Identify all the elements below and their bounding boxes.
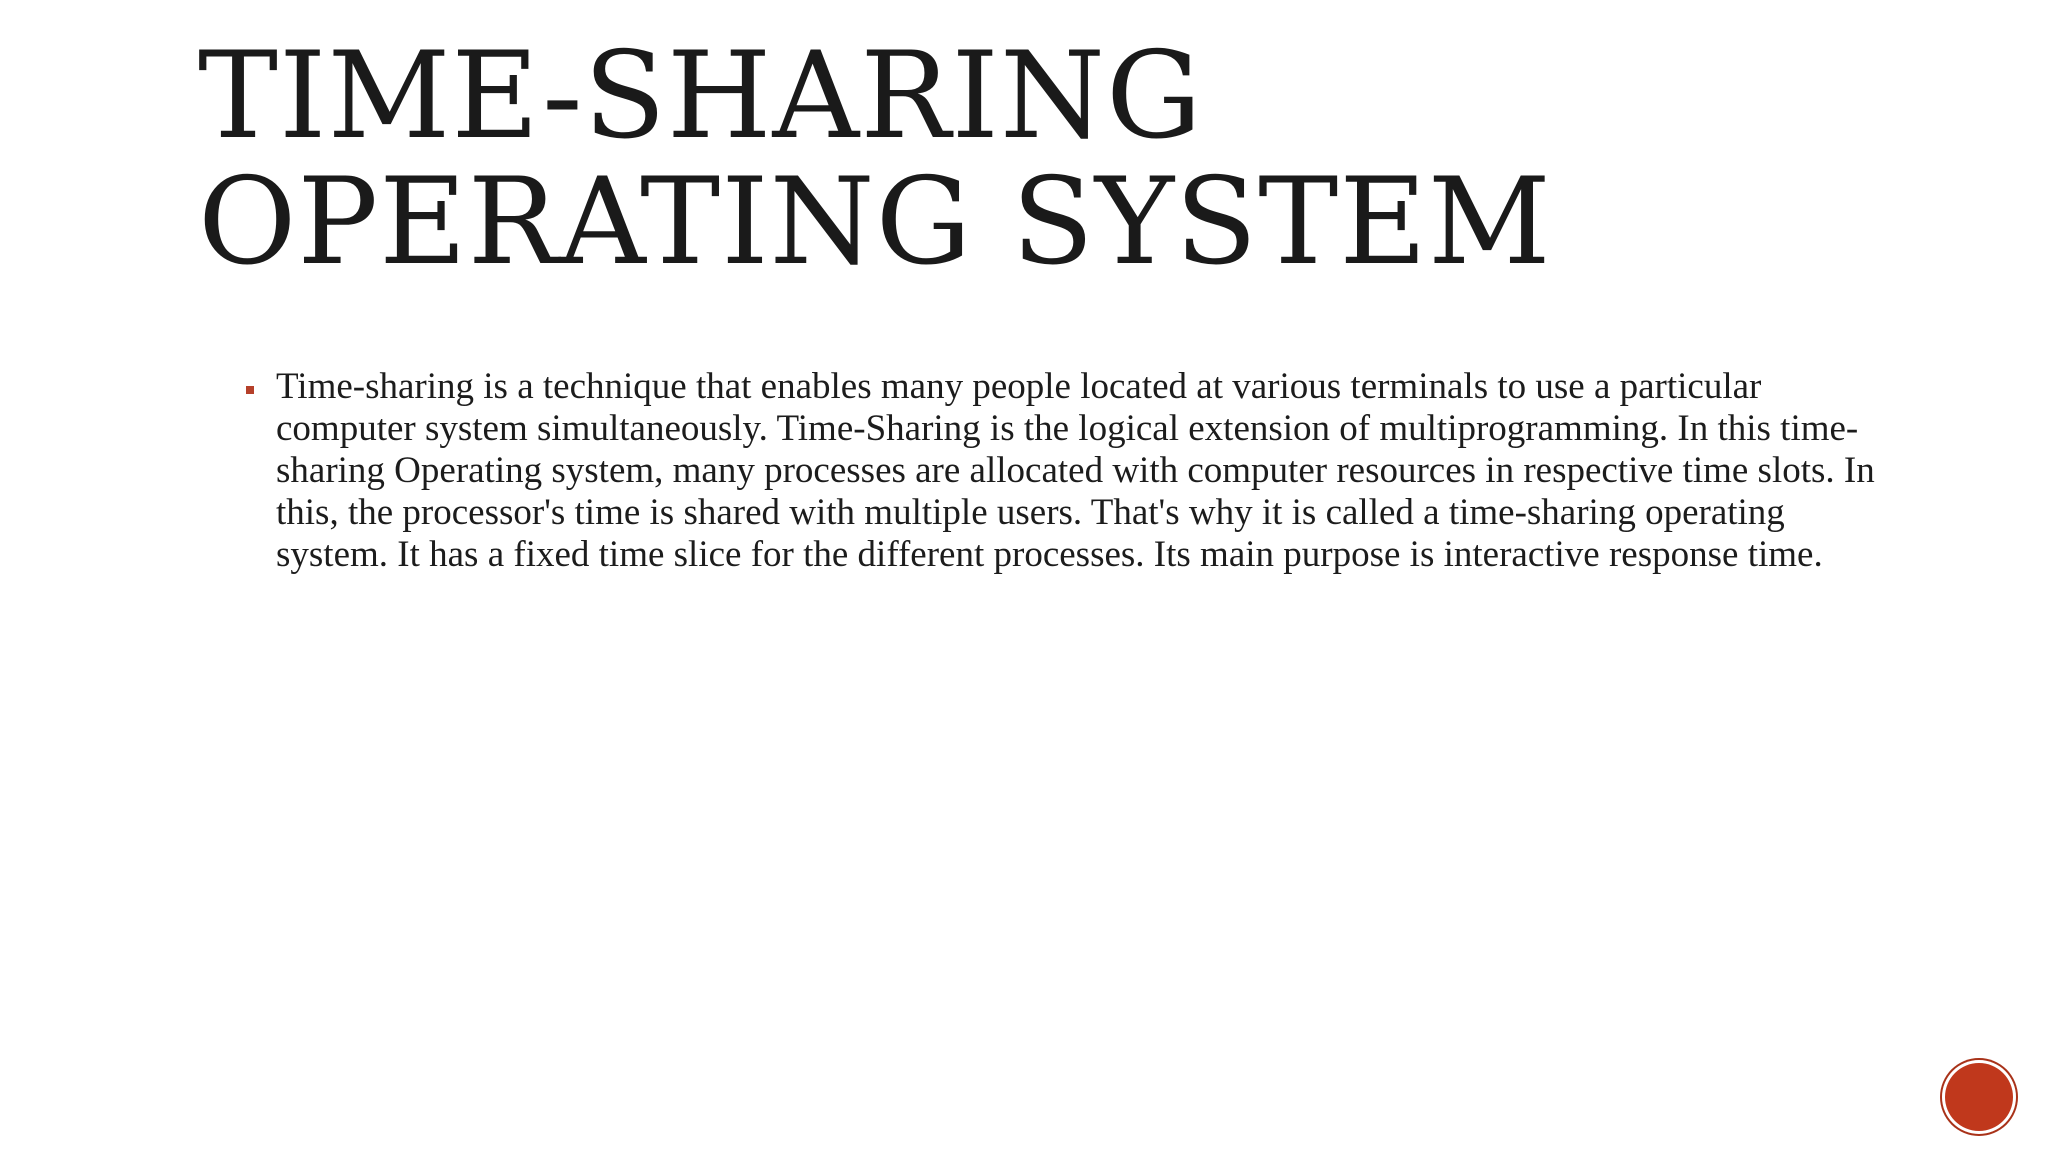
slide-title-line-1: TIME-SHARING — [198, 27, 1203, 166]
bullet-text: Time-sharing is a technique that enables many people located at various terminals to use a particular computer system simultaneously. Time-Sharing is the logical extension of multiprogramming. In this time-sharing Operating system, many processes are allocated with computer resources in respective time slots. In this, the processor's time is shared with multiple users. That's why it is called a time-sharing operating system. It has a fixed time slice for the different processes. Its main purpose is interactive response time. — [276, 366, 1875, 575]
bullet-item — [246, 366, 1896, 576]
slide-nav-button[interactable] — [1942, 1060, 2016, 1134]
slide-title — [198, 27, 1552, 292]
slide-content — [246, 366, 1896, 576]
slide-title-line-2: OPERATING SYSTEM — [198, 153, 1552, 292]
square-bullet-icon — [246, 386, 254, 394]
